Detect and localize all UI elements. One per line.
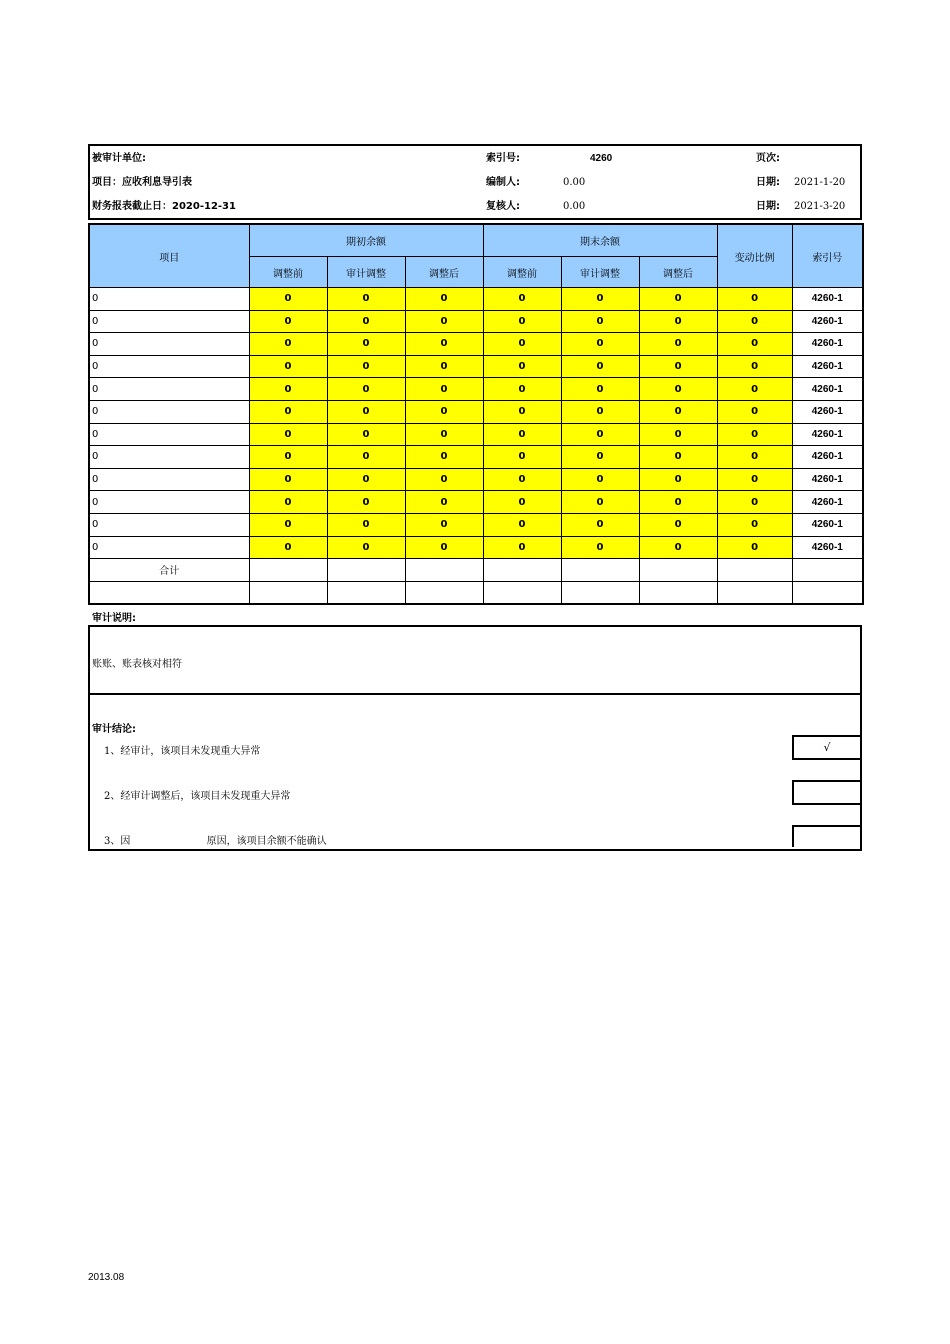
total-cell[interactable] (405, 559, 483, 582)
cell-value[interactable]: 0 (639, 400, 717, 423)
project-label: 项目：应收利息导引表 (92, 177, 192, 188)
cell-value[interactable]: 0 (639, 423, 717, 446)
cell-value[interactable]: 0 (561, 378, 639, 401)
cell-value[interactable]: 0 (717, 513, 792, 536)
cell-value[interactable]: 0 (249, 423, 327, 446)
cell-value[interactable]: 0 (561, 536, 639, 559)
cell-value[interactable]: 0 (405, 333, 483, 356)
total-cell[interactable] (639, 559, 717, 582)
header-info-block (88, 144, 862, 220)
cell-item[interactable]: 0 (89, 288, 249, 311)
cell-value[interactable]: 0 (561, 288, 639, 311)
col-header-closing-adj: 审计调整 (561, 257, 639, 288)
table-row (89, 355, 863, 378)
review-date-label: 日期: (756, 201, 780, 212)
cell-value[interactable]: 0 (717, 400, 792, 423)
cell-value[interactable]: 0 (327, 400, 405, 423)
col-header-index: 索引号 (792, 224, 863, 288)
blank-cell[interactable] (561, 581, 639, 604)
col-header-change-ratio: 变动比例 (717, 224, 792, 288)
preparer-label: 编制人: (486, 177, 520, 188)
cell-value[interactable]: 0 (405, 355, 483, 378)
cell-item[interactable]: 0 (89, 468, 249, 491)
conclusion-box (88, 691, 862, 851)
index-no-label: 索引号: (486, 153, 520, 164)
cell-value[interactable]: 0 (639, 378, 717, 401)
cell-index[interactable]: 4260-1 (792, 468, 863, 491)
review-date-value: 2021-3-20 (794, 201, 846, 212)
cell-index[interactable]: 4260-1 (792, 423, 863, 446)
cell-value[interactable]: 0 (561, 491, 639, 514)
cell-value[interactable]: 0 (405, 468, 483, 491)
col-header-opening-before: 调整前 (249, 257, 327, 288)
cell-item[interactable]: 0 (89, 423, 249, 446)
blank-cell[interactable] (249, 581, 327, 604)
reviewer-label: 复核人: (486, 201, 520, 212)
cell-value[interactable]: 0 (483, 513, 561, 536)
cell-item[interactable]: 0 (89, 378, 249, 401)
cell-value[interactable]: 0 (483, 491, 561, 514)
col-header-opening-adj: 审计调整 (327, 257, 405, 288)
cell-value[interactable]: 0 (249, 513, 327, 536)
cell-value[interactable]: 0 (639, 333, 717, 356)
total-cell[interactable] (717, 559, 792, 582)
conclusion-checkbox-1[interactable]: √ (792, 735, 862, 760)
table-row (89, 513, 863, 536)
cell-value[interactable]: 0 (249, 355, 327, 378)
cell-value[interactable]: 0 (483, 378, 561, 401)
cell-value[interactable]: 0 (639, 491, 717, 514)
table-row (89, 310, 863, 333)
cell-value[interactable]: 0 (561, 310, 639, 333)
cell-value[interactable]: 0 (483, 423, 561, 446)
cell-index[interactable]: 4260-1 (792, 333, 863, 356)
cell-index[interactable]: 4260-1 (792, 310, 863, 333)
cell-value[interactable]: 0 (327, 378, 405, 401)
cell-index[interactable]: 4260-1 (792, 378, 863, 401)
table-row (89, 400, 863, 423)
cell-value[interactable]: 0 (405, 423, 483, 446)
cell-value[interactable]: 0 (717, 333, 792, 356)
table-row (89, 536, 863, 559)
cell-index[interactable]: 4260-1 (792, 400, 863, 423)
total-cell[interactable] (792, 559, 863, 582)
table-row (89, 288, 863, 311)
cell-value[interactable]: 0 (405, 513, 483, 536)
index-no-value: 4260 (590, 153, 613, 164)
lead-schedule-table (88, 223, 864, 605)
cell-value[interactable]: 0 (483, 333, 561, 356)
page-label: 页次: (756, 153, 780, 164)
table-row (89, 378, 863, 401)
cell-value[interactable]: 0 (717, 446, 792, 469)
cell-value[interactable]: 0 (639, 288, 717, 311)
cell-value[interactable]: 0 (405, 536, 483, 559)
cell-value[interactable]: 0 (327, 491, 405, 514)
blank-cell[interactable] (792, 581, 863, 604)
conclusion-checkbox-3[interactable] (792, 825, 862, 847)
total-row (89, 559, 863, 582)
cell-value[interactable]: 0 (327, 513, 405, 536)
cell-item[interactable]: 0 (89, 446, 249, 469)
cell-value[interactable]: 0 (327, 446, 405, 469)
cell-index[interactable]: 4260-1 (792, 513, 863, 536)
cell-value[interactable]: 0 (561, 468, 639, 491)
conclusion-label: 审计结论: (92, 724, 136, 735)
cell-value[interactable]: 0 (561, 423, 639, 446)
col-header-closing-before: 调整前 (483, 257, 561, 288)
cell-value[interactable]: 0 (639, 468, 717, 491)
total-label: 合计 (89, 559, 249, 582)
cell-value[interactable]: 0 (561, 355, 639, 378)
cell-value[interactable]: 0 (327, 355, 405, 378)
cell-index[interactable]: 4260-1 (792, 446, 863, 469)
prep-date-label: 日期: (756, 177, 780, 188)
explanation-text[interactable]: 账账、账表核对相符 (92, 659, 182, 670)
cell-item[interactable]: 0 (89, 513, 249, 536)
cell-value[interactable]: 0 (405, 310, 483, 333)
cell-value[interactable]: 0 (717, 310, 792, 333)
cell-value[interactable]: 0 (639, 513, 717, 536)
cell-index[interactable]: 4260-1 (792, 536, 863, 559)
explanation-label: 审计说明: (92, 613, 136, 624)
cell-value[interactable]: 0 (249, 288, 327, 311)
cell-index[interactable]: 4260-1 (792, 288, 863, 311)
cell-value[interactable]: 0 (483, 536, 561, 559)
cell-value[interactable]: 0 (327, 333, 405, 356)
cell-value[interactable]: 0 (561, 446, 639, 469)
cell-value[interactable]: 0 (639, 355, 717, 378)
blank-cell[interactable] (327, 581, 405, 604)
conclusion-item-3: 3、因 原因，该项目余额不能确认 (104, 836, 327, 847)
cell-value[interactable]: 0 (327, 423, 405, 446)
col-group-opening: 期初余额 (249, 224, 483, 257)
blank-cell[interactable] (89, 581, 249, 604)
cell-value[interactable]: 0 (483, 468, 561, 491)
cell-value[interactable]: 0 (639, 310, 717, 333)
col-group-closing: 期末余额 (483, 224, 717, 257)
col-header-item: 项目 (89, 224, 249, 288)
cell-item[interactable]: 0 (89, 491, 249, 514)
cell-value[interactable]: 0 (483, 400, 561, 423)
cell-item[interactable]: 0 (89, 310, 249, 333)
total-cell[interactable] (249, 559, 327, 582)
cell-value[interactable]: 0 (561, 400, 639, 423)
cell-item[interactable]: 0 (89, 400, 249, 423)
table-row (89, 333, 863, 356)
audited-unit-label: 被审计单位: (92, 153, 146, 164)
cell-value[interactable]: 0 (327, 288, 405, 311)
cell-value[interactable]: 0 (639, 446, 717, 469)
total-cell[interactable] (561, 559, 639, 582)
cell-value[interactable]: 0 (483, 288, 561, 311)
cell-index[interactable]: 4260-1 (792, 491, 863, 514)
cell-value[interactable]: 0 (717, 468, 792, 491)
prep-date-value: 2021-1-20 (794, 177, 846, 188)
cell-item[interactable]: 0 (89, 333, 249, 356)
cell-value[interactable]: 0 (405, 400, 483, 423)
cell-value[interactable]: 0 (249, 310, 327, 333)
explanation-box (88, 625, 862, 695)
table-row (89, 468, 863, 491)
col-header-opening-after: 调整后 (405, 257, 483, 288)
blank-cell[interactable] (483, 581, 561, 604)
total-cell[interactable] (483, 559, 561, 582)
cell-value[interactable]: 0 (717, 423, 792, 446)
cell-index[interactable]: 4260-1 (792, 355, 863, 378)
cell-value[interactable]: 0 (405, 288, 483, 311)
cell-value[interactable]: 0 (327, 468, 405, 491)
cell-value[interactable]: 0 (405, 491, 483, 514)
cell-item[interactable]: 0 (89, 355, 249, 378)
cell-value[interactable]: 0 (405, 378, 483, 401)
conclusion-item-2: 2、经审计调整后，该项目未发现重大异常 (104, 791, 291, 802)
cell-value[interactable]: 0 (249, 400, 327, 423)
cell-value[interactable]: 0 (717, 288, 792, 311)
cell-value[interactable]: 0 (249, 446, 327, 469)
period-label: 财务报表截止日：2020-12-31 (92, 201, 236, 212)
cell-value[interactable]: 0 (249, 378, 327, 401)
cell-value[interactable]: 0 (717, 355, 792, 378)
cell-value[interactable]: 0 (483, 446, 561, 469)
footer-version: 2013.08 (88, 1272, 125, 1283)
cell-value[interactable]: 0 (483, 355, 561, 378)
table-row (89, 446, 863, 469)
conclusion-checkbox-2[interactable] (792, 780, 862, 805)
reviewer-value: 0.00 (563, 201, 586, 212)
cell-value[interactable]: 0 (327, 310, 405, 333)
conclusion-item-1: 1、经审计，该项目未发现重大异常 (104, 746, 261, 757)
col-header-closing-after: 调整后 (639, 257, 717, 288)
table-row (89, 423, 863, 446)
cell-value[interactable]: 0 (483, 310, 561, 333)
cell-value[interactable]: 0 (561, 513, 639, 536)
cell-value[interactable]: 0 (405, 446, 483, 469)
cell-value[interactable]: 0 (249, 333, 327, 356)
cell-item[interactable]: 0 (89, 536, 249, 559)
cell-value[interactable]: 0 (327, 536, 405, 559)
cell-value[interactable]: 0 (249, 468, 327, 491)
total-cell[interactable] (327, 559, 405, 582)
cell-value[interactable]: 0 (249, 536, 327, 559)
blank-row (89, 581, 863, 604)
blank-cell[interactable] (639, 581, 717, 604)
preparer-value: 0.00 (563, 177, 586, 188)
cell-value[interactable]: 0 (561, 333, 639, 356)
table-row (89, 491, 863, 514)
cell-value[interactable]: 0 (249, 491, 327, 514)
cell-value[interactable]: 0 (717, 491, 792, 514)
blank-cell[interactable] (717, 581, 792, 604)
cell-value[interactable]: 0 (717, 378, 792, 401)
cell-value[interactable]: 0 (639, 536, 717, 559)
cell-value[interactable]: 0 (717, 536, 792, 559)
blank-cell[interactable] (405, 581, 483, 604)
